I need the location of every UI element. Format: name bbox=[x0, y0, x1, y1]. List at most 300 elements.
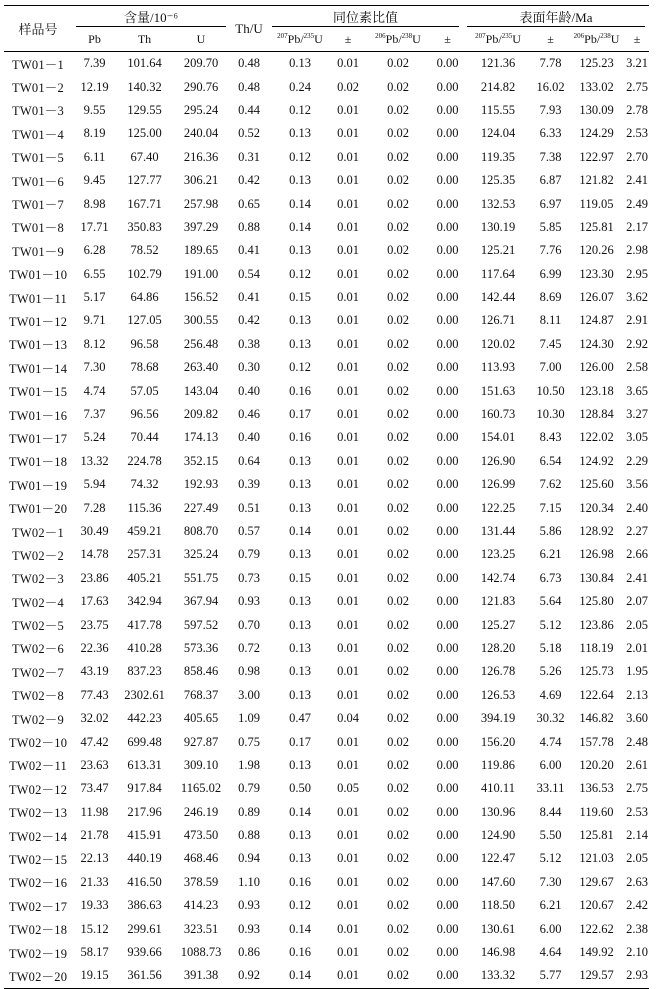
cell-th-u: 0.89 bbox=[238, 804, 260, 819]
cell-ratio-207-235: 0.13 bbox=[289, 851, 311, 866]
cell-th: 125.00 bbox=[127, 126, 162, 141]
cell-age-207-235: 156.20 bbox=[480, 734, 516, 749]
cell-th: 613.31 bbox=[127, 757, 162, 772]
cell-th-u: 0.38 bbox=[238, 336, 260, 351]
cell-age-206-238: 124.92 bbox=[579, 453, 614, 468]
cell-pb: 30.49 bbox=[80, 524, 109, 538]
cell-ratio-207-235: 0.17 bbox=[289, 734, 311, 749]
cell-ratio-207-235: 0.14 bbox=[289, 921, 311, 936]
cell-age-206-238-err: 2.17 bbox=[626, 219, 648, 234]
table-row bbox=[4, 99, 649, 122]
cell-age-206-238-err: 2.38 bbox=[626, 921, 648, 936]
cell-u: 246.19 bbox=[183, 804, 219, 819]
table-row bbox=[4, 871, 649, 894]
table-row bbox=[4, 801, 649, 824]
cell-ratio-207-235-err: 0.01 bbox=[337, 173, 359, 188]
cell-th: 405.21 bbox=[127, 570, 162, 585]
cell-ratio-207-235: 0.13 bbox=[289, 126, 311, 141]
cell-age-207-235-err: 5.86 bbox=[539, 524, 562, 538]
cell-ratio-207-235-err: 0.01 bbox=[337, 126, 359, 141]
cell-age-207-235: 126.53 bbox=[480, 687, 516, 702]
cell-ratio-206-238-err: 0.00 bbox=[436, 898, 459, 913]
cell-sample: TW01－7 bbox=[12, 198, 64, 213]
cell-u: 309.10 bbox=[183, 757, 219, 772]
cell-age-206-238-err: 2.14 bbox=[626, 828, 648, 843]
cell-age-207-235-err: 5.12 bbox=[539, 617, 562, 632]
table-row bbox=[4, 403, 649, 426]
cell-age-206-238: 123.30 bbox=[579, 266, 614, 281]
cell-age-207-235: 126.90 bbox=[480, 453, 516, 468]
cell-u: 300.55 bbox=[183, 313, 219, 328]
cell-th-u: 0.79 bbox=[238, 547, 260, 562]
cell-age-207-235: 119.35 bbox=[481, 149, 515, 164]
cell-ratio-206-238-err: 0.00 bbox=[436, 360, 459, 375]
cell-ratio-206-238-err: 0.00 bbox=[436, 336, 459, 351]
cell-age-207-235-err: 6.21 bbox=[539, 898, 562, 913]
cell-age-207-235-err: 10.30 bbox=[536, 407, 565, 422]
cell-age-207-235-err: 8.43 bbox=[539, 430, 562, 445]
cell-age-207-235-err: 7.30 bbox=[539, 874, 562, 889]
cell-u: 256.48 bbox=[183, 336, 219, 351]
table-row bbox=[4, 613, 649, 636]
cell-sample: TW01－14 bbox=[8, 361, 68, 376]
cell-ratio-206-238: 0.02 bbox=[387, 219, 409, 234]
cell-ratio-207-235-err: 0.05 bbox=[337, 781, 359, 796]
cell-pb: 22.36 bbox=[80, 640, 109, 655]
cell-age-207-235-err: 7.93 bbox=[539, 102, 562, 117]
cell-ratio-207-235-err: 0.01 bbox=[337, 430, 359, 445]
header-age-label: 表面年龄/Ma bbox=[467, 7, 645, 27]
header-content-group bbox=[72, 6, 230, 29]
cell-age-206-238-err: 2.98 bbox=[626, 243, 648, 258]
table-row bbox=[4, 146, 649, 169]
cell-age-207-235-err: 8.44 bbox=[539, 804, 562, 819]
table-row bbox=[4, 941, 649, 964]
cell-th-u: 0.86 bbox=[238, 945, 260, 960]
cell-age-206-238: 126.07 bbox=[579, 290, 614, 305]
cell-age-206-238: 123.86 bbox=[579, 617, 614, 632]
table-row bbox=[4, 590, 649, 613]
cell-sample: TW01－2 bbox=[12, 81, 64, 96]
cell-pb: 7.37 bbox=[83, 407, 106, 422]
cell-age-206-238: 126.00 bbox=[579, 360, 614, 375]
cell-sample: TW02－9 bbox=[12, 712, 64, 727]
cell-age-206-238: 122.64 bbox=[579, 687, 614, 702]
cell-th-u: 0.93 bbox=[238, 594, 260, 609]
cell-ratio-207-235: 0.15 bbox=[289, 570, 311, 585]
cell-sample: TW02－14 bbox=[8, 829, 68, 844]
cell-age-206-238: 157.78 bbox=[579, 734, 614, 749]
cell-th: 217.96 bbox=[127, 804, 162, 819]
cell-age-207-235-err: 6.54 bbox=[539, 453, 562, 468]
cell-u: 209.70 bbox=[183, 56, 219, 71]
cell-u: 1165.02 bbox=[180, 781, 222, 796]
cell-ratio-206-238-err: 0.00 bbox=[436, 570, 459, 585]
cell-age-206-238: 130.09 bbox=[579, 102, 614, 117]
cell-age-206-238-err: 2.75 bbox=[626, 79, 648, 94]
cell-age-207-235-err: 8.69 bbox=[539, 290, 562, 305]
cell-th-u: 0.92 bbox=[230, 964, 268, 988]
cell-pb: 6.11 bbox=[83, 149, 106, 164]
cell-u: 174.13 bbox=[183, 430, 219, 445]
cell-ratio-206-238: 0.02 bbox=[387, 687, 409, 702]
cell-ratio-207-235: 0.13 bbox=[289, 500, 311, 515]
cell-age-207-235-err: 6.00 bbox=[539, 921, 562, 936]
cell-age-207-235: 125.21 bbox=[480, 243, 516, 258]
cell-ratio-206-238: 0.02 bbox=[387, 243, 409, 258]
cell-ratio-207-235-err: 0.01 bbox=[337, 313, 359, 328]
cell-age-206-238-err: 2.42 bbox=[626, 898, 648, 913]
cell-u: 927.87 bbox=[183, 734, 219, 749]
cell-sample: TW02－12 bbox=[8, 782, 68, 797]
cell-sample: TW02－8 bbox=[12, 689, 64, 704]
cell-ratio-207-235-err: 0.01 bbox=[337, 336, 359, 351]
header-isotope-group bbox=[268, 6, 463, 29]
cell-ratio-207-235-err: 0.04 bbox=[337, 711, 359, 726]
table-row bbox=[4, 520, 649, 543]
cell-ratio-207-235: 0.12 bbox=[289, 149, 311, 164]
cell-th-u: 0.46 bbox=[238, 407, 260, 422]
cell-th: 78.68 bbox=[130, 360, 159, 375]
table-row bbox=[4, 379, 649, 402]
table-row bbox=[4, 496, 649, 519]
cell-age-207-235-err: 7.78 bbox=[539, 56, 562, 71]
cell-age-207-235-err: 4.69 bbox=[539, 687, 562, 702]
cell-ratio-206-238: 0.02 bbox=[387, 477, 409, 492]
cell-pb: 5.94 bbox=[83, 477, 106, 492]
cell-u: 216.36 bbox=[183, 149, 219, 164]
cell-age-207-235: 142.74 bbox=[480, 570, 516, 585]
cell-sample: TW01－1 bbox=[12, 57, 64, 72]
cell-th-u: 0.51 bbox=[238, 500, 260, 515]
cell-ratio-207-235-err: 0.01 bbox=[337, 921, 359, 936]
cell-age-207-235-err: 7.62 bbox=[539, 477, 562, 492]
cell-age-207-235: 122.47 bbox=[480, 851, 516, 866]
cell-ratio-207-235-err: 0.01 bbox=[337, 149, 359, 164]
cell-ratio-206-238-err: 0.00 bbox=[436, 102, 459, 117]
cell-ratio-206-238: 0.02 bbox=[387, 617, 409, 632]
cell-age-206-238: 128.92 bbox=[579, 524, 614, 538]
cell-ratio-207-235-err: 0.01 bbox=[337, 243, 359, 258]
cell-ratio-206-238: 0.02 bbox=[387, 664, 409, 679]
cell-ratio-207-235: 0.14 bbox=[289, 196, 311, 211]
cell-ratio-206-238: 0.02 bbox=[387, 734, 409, 749]
cell-sample: TW01－15 bbox=[8, 385, 68, 400]
cell-age-206-238-err: 2.48 bbox=[626, 734, 648, 749]
cell-th: 917.84 bbox=[127, 781, 162, 796]
cell-age-206-238: 125.81 bbox=[579, 828, 614, 843]
cell-ratio-206-238-err: 0.00 bbox=[436, 290, 459, 305]
cell-age-207-235: 115.55 bbox=[481, 102, 515, 117]
cell-th-u: 0.98 bbox=[238, 664, 260, 679]
cell-ratio-206-238-err: 0.00 bbox=[436, 196, 459, 211]
cell-ratio-207-235: 0.13 bbox=[289, 640, 311, 655]
cell-sample: TW01－5 bbox=[12, 151, 64, 166]
cell-ratio-207-235-err: 0.01 bbox=[337, 898, 359, 913]
cell-age-206-238: 129.57 bbox=[568, 964, 625, 988]
cell-ratio-206-238: 0.02 bbox=[387, 851, 409, 866]
cell-u: 323.51 bbox=[183, 921, 219, 936]
cell-age-207-235-err: 5.26 bbox=[539, 664, 562, 679]
cell-age-207-235-err: 7.38 bbox=[539, 149, 562, 164]
cell-age-206-238: 125.60 bbox=[579, 477, 614, 492]
cell-age-207-235: 130.19 bbox=[480, 219, 516, 234]
cell-age-206-238: 149.92 bbox=[579, 945, 614, 960]
cell-age-207-235-err: 6.73 bbox=[539, 570, 562, 585]
cell-sample: TW01－19 bbox=[8, 478, 68, 493]
cell-ratio-206-238-err: 0.00 bbox=[436, 219, 459, 234]
cell-age-207-235: 133.32 bbox=[463, 964, 533, 988]
cell-age-207-235: 117.64 bbox=[481, 266, 515, 281]
cell-age-207-235: 119.86 bbox=[481, 757, 515, 772]
cell-sample: TW02－16 bbox=[8, 876, 68, 891]
cell-ratio-207-235: 0.16 bbox=[289, 430, 311, 445]
cell-age-207-235-err: 6.97 bbox=[539, 196, 562, 211]
cell-age-206-238: 125.81 bbox=[579, 219, 614, 234]
cell-u: 306.21 bbox=[183, 173, 219, 188]
cell-u: 1088.73 bbox=[180, 945, 222, 960]
cell-u: 808.70 bbox=[183, 524, 219, 538]
cell-ratio-207-235: 0.12 bbox=[289, 102, 311, 117]
cell-age-207-235: 131.44 bbox=[480, 524, 516, 538]
cell-ratio-207-235: 0.50 bbox=[289, 781, 311, 796]
cell-th-u: 0.42 bbox=[238, 173, 260, 188]
cell-age-206-238-err: 3.21 bbox=[626, 56, 648, 71]
cell-ratio-206-238: 0.02 bbox=[387, 874, 409, 889]
cell-age-206-238-err: 2.93 bbox=[625, 964, 649, 988]
cell-th-u: 0.31 bbox=[238, 149, 260, 164]
header-age-group bbox=[463, 6, 649, 29]
cell-ratio-207-235: 0.17 bbox=[289, 407, 311, 422]
cell-th: 837.23 bbox=[127, 664, 162, 679]
table-row bbox=[4, 52, 649, 76]
table-row bbox=[4, 543, 649, 566]
cell-age-206-238-err: 3.65 bbox=[626, 383, 648, 398]
cell-ratio-206-238: 0.02 bbox=[387, 56, 409, 71]
cell-th: 57.05 bbox=[130, 383, 159, 398]
cell-ratio-206-238: 0.02 bbox=[387, 828, 409, 843]
cell-th-u: 0.48 bbox=[238, 56, 260, 71]
cell-ratio-206-238: 0.02 bbox=[387, 79, 409, 94]
cell-th-u: 0.40 bbox=[238, 430, 260, 445]
header-th-u: Th/U bbox=[230, 6, 268, 52]
cell-sample: TW01－20 bbox=[8, 502, 68, 517]
cell-ratio-206-238-err: 0.00 bbox=[436, 664, 459, 679]
cell-ratio-207-235-err: 0.01 bbox=[337, 570, 359, 585]
cell-age-206-238: 119.60 bbox=[579, 804, 614, 819]
cell-age-207-235-err: 7.15 bbox=[539, 500, 562, 515]
cell-ratio-206-238: 0.02 bbox=[387, 711, 409, 726]
cell-pb: 21.78 bbox=[80, 828, 109, 843]
cell-th: 70.44 bbox=[130, 430, 159, 445]
cell-th: 699.48 bbox=[127, 734, 162, 749]
cell-ratio-207-235: 0.13 bbox=[289, 828, 311, 843]
table-row bbox=[4, 216, 649, 239]
cell-ratio-207-235: 0.13 bbox=[289, 173, 311, 188]
cell-ratio-207-235-err: 0.01 bbox=[337, 102, 359, 117]
cell-ratio-207-235: 0.12 bbox=[289, 898, 311, 913]
cell-pb: 19.15 bbox=[72, 964, 117, 988]
table-row bbox=[4, 122, 649, 145]
cell-ratio-207-235-err: 0.01 bbox=[337, 290, 359, 305]
cell-th: 342.94 bbox=[127, 594, 162, 609]
cell-age-206-238-err: 2.07 bbox=[626, 594, 648, 609]
cell-th-u: 0.88 bbox=[238, 828, 260, 843]
cell-th: 410.28 bbox=[127, 640, 162, 655]
table-row bbox=[4, 239, 649, 262]
cell-pb: 6.28 bbox=[83, 243, 106, 258]
cell-ratio-206-238: 0.02 bbox=[387, 149, 409, 164]
cell-ratio-207-235-err: 0.01 bbox=[337, 945, 359, 960]
cell-th-u: 0.88 bbox=[238, 219, 260, 234]
cell-u: 468.46 bbox=[183, 851, 219, 866]
cell-th: 417.78 bbox=[127, 617, 162, 632]
cell-ratio-207-235: 0.16 bbox=[289, 383, 311, 398]
cell-ratio-206-238: 0.02 bbox=[387, 102, 409, 117]
cell-age-207-235-err: 6.99 bbox=[539, 266, 562, 281]
cell-age-207-235: 113.93 bbox=[481, 360, 515, 375]
cell-sample: TW01－8 bbox=[12, 221, 64, 236]
cell-age-207-235: 125.35 bbox=[480, 173, 516, 188]
cell-age-206-238-err: 2.29 bbox=[626, 453, 648, 468]
cell-age-207-235-err: 4.64 bbox=[539, 945, 562, 960]
cell-th: 167.71 bbox=[127, 196, 162, 211]
cell-ratio-207-235-err: 0.01 bbox=[337, 804, 359, 819]
cell-age-206-238-err: 2.41 bbox=[626, 570, 648, 585]
cell-sample: TW02－6 bbox=[12, 642, 64, 657]
cell-pb: 7.30 bbox=[83, 360, 106, 375]
cell-ratio-207-235: 0.14 bbox=[289, 219, 311, 234]
cell-age-206-238: 124.29 bbox=[579, 126, 614, 141]
cell-age-207-235: 394.19 bbox=[480, 711, 516, 726]
table-row bbox=[4, 684, 649, 707]
cell-ratio-206-238: 0.02 bbox=[387, 266, 409, 281]
cell-ratio-207-235-err: 0.01 bbox=[337, 828, 359, 843]
cell-age-207-235-err: 5.50 bbox=[539, 828, 562, 843]
cell-sample: TW01－3 bbox=[12, 104, 64, 119]
cell-pb: 12.19 bbox=[80, 79, 109, 94]
cell-ratio-207-235: 0.13 bbox=[289, 547, 311, 562]
cell-age-206-238-err: 2.13 bbox=[626, 687, 648, 702]
header-isotope-label: 同位素比值 bbox=[272, 7, 459, 27]
cell-th-u: 0.30 bbox=[238, 360, 260, 375]
cell-th: 257.31 bbox=[127, 547, 162, 562]
cell-age-206-238-err: 2.63 bbox=[626, 874, 648, 889]
cell-ratio-206-238: 0.02 bbox=[387, 547, 409, 562]
cell-age-206-238: 119.05 bbox=[579, 196, 614, 211]
cell-pb: 5.24 bbox=[83, 430, 106, 445]
cell-sample: TW02－20 bbox=[4, 964, 72, 988]
table-row bbox=[4, 777, 649, 800]
cell-ratio-206-238-err: 0.00 bbox=[436, 500, 459, 515]
cell-u: 397.29 bbox=[183, 219, 219, 234]
cell-age-206-238: 124.87 bbox=[579, 313, 614, 328]
cell-age-207-235: 142.44 bbox=[480, 290, 516, 305]
cell-age-207-235: 410.11 bbox=[481, 781, 515, 796]
cell-ratio-206-238-err: 0.00 bbox=[436, 921, 459, 936]
cell-pb: 5.17 bbox=[83, 290, 106, 305]
cell-ratio-206-238: 0.02 bbox=[387, 196, 409, 211]
cell-age-206-238-err: 2.40 bbox=[626, 500, 648, 515]
cell-ratio-206-238: 0.02 bbox=[387, 290, 409, 305]
cell-ratio-207-235: 0.13 bbox=[289, 477, 311, 492]
cell-ratio-206-238-err: 0.00 bbox=[436, 56, 459, 71]
cell-sample: TW02－4 bbox=[12, 595, 64, 610]
cell-ratio-207-235: 0.14 bbox=[289, 524, 311, 538]
cell-age-206-238-err: 3.27 bbox=[626, 407, 648, 422]
cell-th: 140.32 bbox=[127, 79, 162, 94]
cell-ratio-207-235: 0.14 bbox=[268, 964, 332, 988]
cell-age-206-238: 120.20 bbox=[579, 757, 614, 772]
cell-age-207-235-err: 16.02 bbox=[536, 79, 565, 94]
cell-ratio-207-235: 0.24 bbox=[289, 79, 311, 94]
cell-age-206-238-err: 2.01 bbox=[626, 640, 648, 655]
cell-th: 442.23 bbox=[127, 711, 162, 726]
header-age-207-235: $^{207}$Pb/$^{235}$U bbox=[463, 28, 533, 52]
table-row bbox=[4, 567, 649, 590]
cell-age-206-238: 120.26 bbox=[579, 243, 614, 258]
cell-th: 440.19 bbox=[127, 851, 162, 866]
cell-ratio-207-235: 0.13 bbox=[289, 687, 311, 702]
cell-ratio-207-235: 0.13 bbox=[289, 757, 311, 772]
cell-ratio-206-238-err: 0.00 bbox=[436, 126, 459, 141]
cell-ratio-207-235-err: 0.01 bbox=[337, 851, 359, 866]
table-row bbox=[4, 286, 649, 309]
cell-age-207-235: 120.02 bbox=[480, 336, 516, 351]
cell-th-u: 0.54 bbox=[238, 266, 260, 281]
cell-th: 67.40 bbox=[130, 149, 159, 164]
table-row bbox=[4, 894, 649, 917]
header-ratio-206-238: $^{206}$Pb/$^{238}$U bbox=[364, 28, 432, 52]
cell-th-u: 0.40 bbox=[238, 383, 260, 398]
cell-age-206-238-err: 2.70 bbox=[626, 149, 648, 164]
cell-age-207-235: 128.20 bbox=[480, 640, 516, 655]
cell-sample: TW01－12 bbox=[8, 314, 68, 329]
cell-th-u: 0.94 bbox=[238, 851, 260, 866]
cell-th: 939.66 bbox=[127, 945, 162, 960]
cell-th-u: 1.09 bbox=[238, 711, 260, 726]
cell-th-u: 0.39 bbox=[238, 477, 260, 492]
cell-sample: TW02－7 bbox=[12, 665, 64, 680]
cell-pb: 22.13 bbox=[80, 851, 109, 866]
cell-pb: 11.98 bbox=[80, 804, 109, 819]
cell-u: 352.15 bbox=[183, 453, 219, 468]
cell-th-u: 1.10 bbox=[238, 874, 260, 889]
cell-ratio-207-235-err: 0.01 bbox=[337, 477, 359, 492]
cell-ratio-207-235-err: 0.01 bbox=[337, 196, 359, 211]
table-row bbox=[4, 473, 649, 496]
cell-ratio-207-235-err: 0.01 bbox=[337, 664, 359, 679]
cell-th: 299.61 bbox=[127, 921, 162, 936]
table-row bbox=[4, 847, 649, 870]
cell-ratio-207-235-err: 0.01 bbox=[337, 524, 359, 538]
cell-pb: 23.86 bbox=[80, 570, 109, 585]
cell-th: 127.05 bbox=[127, 313, 162, 328]
cell-ratio-206-238: 0.02 bbox=[387, 126, 409, 141]
cell-age-206-238-err: 2.53 bbox=[626, 804, 648, 819]
cell-ratio-206-238-err: 0.00 bbox=[436, 711, 459, 726]
table-row bbox=[4, 660, 649, 683]
table-row bbox=[4, 356, 649, 379]
header-u: U bbox=[172, 28, 230, 52]
cell-age-207-235: 147.60 bbox=[480, 874, 516, 889]
cell-u: 414.23 bbox=[183, 898, 219, 913]
cell-age-206-238-err: 2.75 bbox=[626, 781, 648, 796]
cell-age-207-235-err: 6.00 bbox=[539, 757, 562, 772]
cell-ratio-207-235-err: 0.02 bbox=[337, 79, 359, 94]
cell-ratio-207-235-err: 0.01 bbox=[337, 640, 359, 655]
cell-th: 78.52 bbox=[130, 243, 159, 258]
